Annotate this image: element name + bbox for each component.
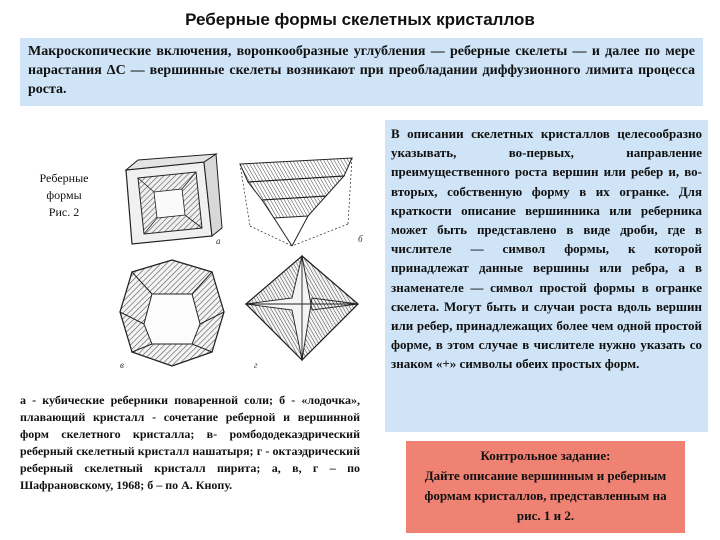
intro-text-box: Макроскопические включения, воронкообразные углубления — реберные скелеты — и далее по мере нарастания ΔС — вершинные скелеты возникают при преобладании диффузионного лимита процесса роста.: [20, 38, 703, 106]
side-label-line: Реберные: [39, 171, 89, 185]
control-task-box: [406, 441, 685, 533]
task-body: Дайте описание вершинным и реберным формам кристаллов, представленным на рис. 1 и 2.: [424, 468, 667, 523]
figure-letter-v: в: [120, 360, 124, 370]
cube-skeleton-drawing: [126, 154, 222, 244]
crystal-figure: [112, 148, 374, 376]
crystal-drawings: [112, 148, 374, 376]
side-label-figure-number: Рис. 2: [48, 205, 80, 219]
task-heading: Контрольное задание:: [480, 448, 611, 463]
figure-letter-a: а: [216, 236, 221, 246]
figure-letter-g: г: [254, 360, 258, 370]
description-text-box: В описании скелетных кристаллов целесообразно указывать, во-первых, направление преимущественного роста вершин или ребер и, во-вторых, собственную форму в их огранке. Для краткости описание вершинника или реберника может быть представлено в виде дроби, где в числителе — символ формы, к которой принадлежат данные вершины или ребра, а в знаменателе — символ простой формы в огранке скелета. Могут быть и случаи роста вдоль вершин или ребер, принадлежащих более чем одной простой форме, в этом случае в числителе нужно указать со знаком «+» символы обеих простых форм.: [385, 120, 708, 432]
figure-letter-b: б: [358, 234, 363, 244]
octahedron-drawing: [246, 256, 358, 360]
rhombododecahedron-drawing: [120, 260, 224, 366]
side-label-line: формы: [46, 188, 82, 202]
figure-side-label: [26, 170, 102, 221]
hopper-boat-drawing: [240, 158, 352, 246]
slide-title: Реберные формы скелетных кристаллов: [185, 10, 535, 29]
figure-caption: а - кубические реберники поваренной соли; б - «лодочка», плавающий кристалл - сочетание реберной и вершинной форм скелетного кристалла; в- ромбододекаэдрический реберный скелетный кристалл нашатыря; г - октаэдрический реберный скелетный кристалл пирита; а, в, г – по Шафрановскому, 1968; б – по А. Кнопу.: [20, 393, 360, 492]
